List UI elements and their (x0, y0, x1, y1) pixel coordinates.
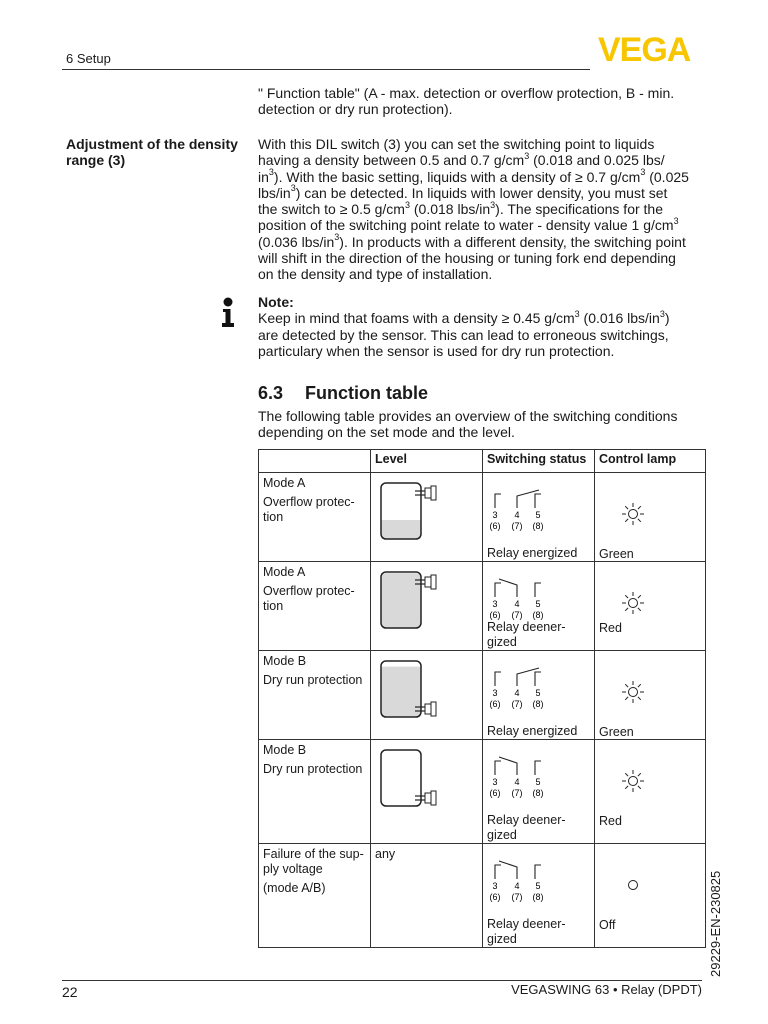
section-heading (258, 383, 428, 404)
switching-status-cell (483, 844, 595, 948)
section-intro (258, 408, 708, 441)
terminal-number: 3 (492, 777, 498, 787)
switching-status-label (487, 813, 566, 843)
lamp-lit-icon (617, 676, 649, 708)
terminal-alt-number: (8) (532, 892, 544, 902)
density-line: having a density between 0.5 and 0.7 $g/cm^3$ (0.018 and 0.025 lbs/ (258, 150, 665, 169)
mode-cell (259, 473, 371, 562)
mode-line: Failure of the sup- (263, 847, 364, 861)
density-line: (0.036 lbs/$in^3$). In products with a different density, the switching point (258, 232, 686, 250)
density-line: on the density and type of installation. (258, 266, 493, 283)
header-divider (62, 69, 590, 70)
mode-cell (259, 651, 371, 740)
mode-cell (259, 740, 371, 844)
level-cell (371, 651, 483, 740)
switching-status-label (487, 917, 566, 947)
intro-line: " Function table" (A - max. detection or overflow protection, B - min. (258, 85, 675, 101)
status-line: gized (487, 932, 517, 946)
tank-level-illustration (379, 568, 441, 632)
lamp-state-label: Off (599, 918, 616, 932)
density-paragraph (258, 136, 708, 283)
mode-line: Dry run protection (263, 673, 363, 687)
terminal-alt-number: (8) (532, 610, 544, 620)
control-lamp-cell (595, 740, 706, 844)
mode-line: Mode B (263, 743, 307, 757)
tuning-fork-sensor (415, 791, 436, 805)
lamp-off-icon (617, 869, 649, 901)
status-line: Relay energized (487, 546, 578, 560)
terminal-alt-number: (8) (532, 521, 544, 531)
lamp-lit-icon (617, 765, 649, 797)
terminal-number: 4 (514, 688, 520, 698)
intro-paragraph (258, 85, 708, 118)
table-row (259, 562, 706, 651)
logo-text: VEGA (598, 31, 691, 66)
mode-line: Mode A (263, 565, 306, 579)
control-lamp-cell (595, 562, 706, 651)
relay-contact-diagram (489, 755, 559, 799)
terminal-number: 5 (535, 688, 541, 698)
level-text: any (375, 847, 396, 861)
mode-line: Overflow protec- (263, 495, 355, 509)
tank-level-illustration (379, 746, 441, 810)
density-line: position of the switching point relate to water - density value 1 $g/cm^3$ (258, 215, 679, 234)
terminal-alt-number: (7) (511, 892, 523, 902)
note-line: particulary when the sensor is used for dry run protection. (258, 342, 615, 359)
mode-line: ply voltage (263, 862, 323, 876)
density-line: With this DIL switch (3) you can set the switching point to liquids (258, 136, 655, 152)
table-header-cell: Control lamp (595, 450, 706, 473)
section-header: 6 Setup (66, 51, 111, 66)
footer-divider (62, 980, 702, 981)
terminal-alt-number: (6) (489, 892, 501, 902)
lamp-state-label: Green (599, 547, 634, 561)
mode-line: tion (263, 510, 284, 524)
tank-level-illustration (379, 479, 441, 543)
mode-line: Mode B (263, 654, 307, 668)
switching-status-label (487, 546, 577, 561)
terminal-number: 3 (492, 599, 498, 609)
switching-status-label (487, 620, 566, 650)
level-cell (371, 562, 483, 651)
terminal-alt-number: (7) (511, 788, 523, 798)
level-cell (371, 740, 483, 844)
tank-outline (381, 750, 421, 806)
status-line: Relay energized (487, 724, 578, 738)
terminal-alt-number: (7) (511, 610, 523, 620)
terminal-number: 4 (514, 777, 520, 787)
switching-status-cell (483, 651, 595, 740)
terminal-number: 4 (514, 881, 520, 891)
terminal-number: 5 (535, 599, 541, 609)
terminal-alt-number: (8) (532, 699, 544, 709)
terminal-number: 3 (492, 881, 498, 891)
control-lamp-cell (595, 651, 706, 740)
relay-contact-diagram (489, 859, 559, 903)
info-icon (221, 297, 235, 329)
table-row (259, 740, 706, 844)
status-line: Relay deener- (487, 620, 566, 634)
density-line: lbs/$in^3$) can be detected. In liquids with lower density, you must set (258, 183, 668, 201)
mode-line: tion (263, 599, 284, 613)
terminal-alt-number: (7) (511, 521, 523, 531)
terminal-alt-number: (6) (489, 610, 501, 620)
density-line: $in^3$). With the basic setting, liquids with a density of ≥ 0.7 $g/cm^3$ (0.025 (258, 166, 689, 185)
page-number: 22 (62, 984, 78, 1000)
tuning-fork-sensor (415, 486, 436, 500)
vega-logo (596, 30, 706, 66)
terminal-number: 3 (492, 688, 498, 698)
status-line: gized (487, 635, 517, 649)
intro-line: detection or dry run protection). (258, 101, 453, 118)
liquid-fill (381, 667, 421, 717)
lamp-lit-icon (617, 587, 649, 619)
relay-contact-diagram (489, 577, 559, 621)
relay-contact-diagram (489, 488, 559, 532)
switching-status-cell (483, 740, 595, 844)
table-header-cell (259, 450, 371, 473)
switching-status-cell (483, 473, 595, 562)
table-row (259, 473, 706, 562)
status-line: gized (487, 828, 517, 842)
lamp-state-label: Red (599, 621, 622, 635)
status-line: Relay deener- (487, 813, 566, 827)
table-header-cell: Level (371, 450, 483, 473)
terminal-alt-number: (6) (489, 699, 501, 709)
table-row (259, 844, 706, 948)
mode-line: (mode A/B) (263, 881, 326, 895)
level-cell (371, 473, 483, 562)
lamp-state-label: Red (599, 814, 622, 828)
section-intro-line: The following table provides an overview of the switching conditions (258, 408, 678, 424)
density-label (66, 136, 252, 169)
terminal-number: 3 (492, 510, 498, 520)
terminal-number: 5 (535, 881, 541, 891)
mode-cell (259, 844, 371, 948)
relay-contact-diagram (489, 666, 559, 710)
table-header-row (259, 450, 706, 473)
tank-level-illustration (379, 657, 441, 721)
document-id: 29229-EN-230825 (708, 870, 723, 977)
density-line: will shift in the direction of the housing or tuning fork end depending (258, 250, 676, 267)
note-line: are detected by the sensor. This can lead to erroneous switchings, (258, 326, 669, 343)
note-line: Keep in mind that foams with a density ≥ 0.45 $g/cm^3$ (0.016 lbs/$in^3$) (258, 308, 670, 327)
note-title: Note: (258, 294, 294, 310)
mode-line: Overflow protec- (263, 584, 355, 598)
document-title: VEGASWING 63 • Relay (DPDT) (511, 982, 702, 997)
switching-status-cell (483, 562, 595, 651)
density-label-line: range (3) (66, 152, 126, 169)
lamp-lit-icon (617, 498, 649, 530)
terminal-number: 5 (535, 510, 541, 520)
terminal-alt-number: (7) (511, 699, 523, 709)
table-row (259, 651, 706, 740)
density-line: the switch to ≥ 0.5 $g/cm^3$ (0.018 lbs/$in^3$). The specifications for the (258, 199, 663, 218)
section-title: Function table (305, 383, 428, 403)
terminal-alt-number: (8) (532, 788, 544, 798)
function-table (258, 449, 706, 948)
terminal-number: 5 (535, 777, 541, 787)
liquid-fill (381, 573, 421, 628)
status-line: Relay deener- (487, 917, 566, 931)
terminal-number: 4 (514, 510, 520, 520)
control-lamp-cell (595, 473, 706, 562)
note-block (258, 294, 708, 359)
terminal-number: 4 (514, 599, 520, 609)
terminal-alt-number: (6) (489, 521, 501, 531)
section-number: 6.3 (258, 383, 284, 403)
control-lamp-cell (595, 844, 706, 948)
switching-status-label (487, 724, 577, 739)
level-cell (371, 844, 483, 948)
liquid-fill (381, 520, 421, 539)
terminal-alt-number: (6) (489, 788, 501, 798)
mode-cell (259, 562, 371, 651)
section-intro-line: depending on the set mode and the level. (258, 424, 515, 441)
lamp-state-label: Green (599, 725, 634, 739)
mode-line: Dry run protection (263, 762, 363, 776)
table-header-cell: Switching status (483, 450, 595, 473)
density-label-line: Adjustment of the density (66, 136, 238, 152)
mode-line: Mode A (263, 476, 306, 490)
